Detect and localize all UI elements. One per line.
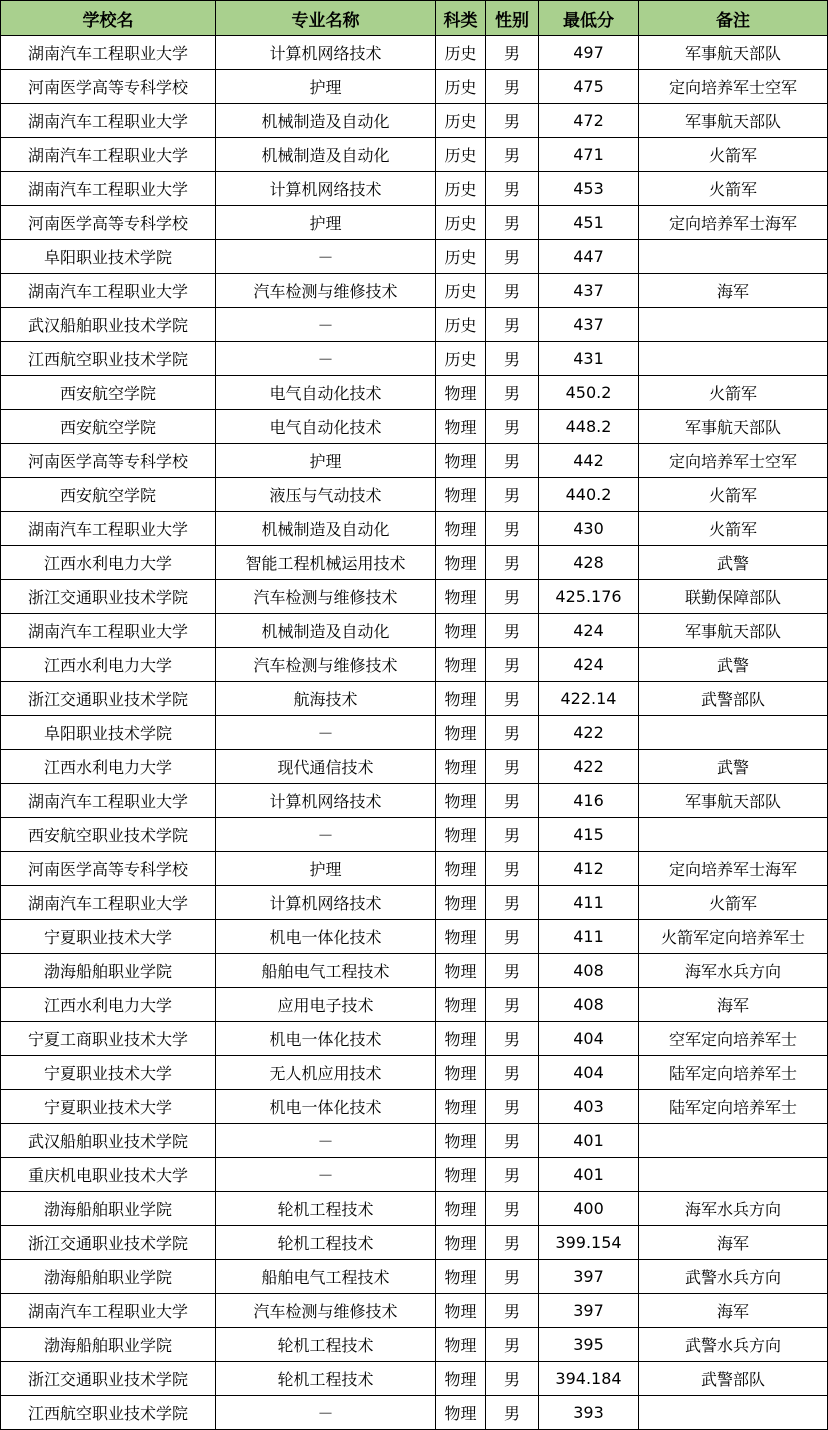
cell-remarks: 火箭军 [639,886,828,920]
cell-subject: 历史 [436,172,486,206]
cell-min-score: 422 [539,750,639,784]
table-row [1,886,828,920]
cell-school: 湖南汽车工程职业大学 [1,172,216,206]
table-row [1,750,828,784]
table-row [1,1362,828,1396]
cell-min-score: 401 [539,1158,639,1192]
table-row [1,614,828,648]
cell-major: 机械制造及自动化 [216,614,436,648]
cell-subject: 物理 [436,1226,486,1260]
table-row [1,1124,828,1158]
cell-remarks [639,1158,828,1192]
cell-min-score: 422.14 [539,682,639,716]
cell-major: 电气自动化技术 [216,376,436,410]
cell-subject: 历史 [436,240,486,274]
cell-gender: 男 [486,920,539,954]
cell-subject: 物理 [436,546,486,580]
cell-major: 航海技术 [216,682,436,716]
cell-subject: 物理 [436,444,486,478]
cell-gender: 男 [486,682,539,716]
cell-min-score: 422 [539,716,639,750]
cell-min-score: 424 [539,614,639,648]
cell-subject: 物理 [436,954,486,988]
cell-min-score: 397 [539,1260,639,1294]
cell-min-score: 408 [539,988,639,1022]
table-body [1,36,828,1430]
cell-min-score: 395 [539,1328,639,1362]
cell-school: 江西水利电力大学 [1,988,216,1022]
cell-min-score: 431 [539,342,639,376]
cell-min-score: 399.154 [539,1226,639,1260]
cell-gender: 男 [486,818,539,852]
header-row [1,1,828,36]
cell-school: 河南医学高等专科学校 [1,444,216,478]
cell-gender: 男 [486,1090,539,1124]
cell-school: 浙江交通职业技术学院 [1,682,216,716]
cell-remarks: 军事航天部队 [639,104,828,138]
table-row [1,1090,828,1124]
cell-remarks [639,240,828,274]
cell-remarks: 联勤保障部队 [639,580,828,614]
cell-remarks: 陆军定向培养军士 [639,1090,828,1124]
cell-school: 湖南汽车工程职业大学 [1,784,216,818]
cell-gender: 男 [486,36,539,70]
cell-remarks: 定向培养军士海军 [639,206,828,240]
cell-major: 汽车检测与维修技术 [216,1294,436,1328]
cell-remarks: 定向培养军士空军 [639,444,828,478]
table-row [1,478,828,512]
table-row [1,240,828,274]
cell-min-score: 430 [539,512,639,546]
column-header-school: 学校名 [1,1,216,36]
cell-school: 阜阳职业技术学院 [1,240,216,274]
cell-subject: 历史 [436,104,486,138]
cell-major: － [216,1124,436,1158]
cell-remarks: 海军水兵方向 [639,1192,828,1226]
table-row [1,308,828,342]
cell-school: 武汉船舶职业技术学院 [1,1124,216,1158]
cell-major: － [216,716,436,750]
cell-major: 液压与气动技术 [216,478,436,512]
cell-gender: 男 [486,1124,539,1158]
table-row [1,1192,828,1226]
cell-major: － [216,1396,436,1430]
cell-gender: 男 [486,886,539,920]
cell-subject: 物理 [436,580,486,614]
cell-remarks [639,308,828,342]
cell-major: 轮机工程技术 [216,1328,436,1362]
cell-subject: 物理 [436,1022,486,1056]
cell-gender: 男 [486,580,539,614]
cell-remarks: 海军 [639,1294,828,1328]
cell-gender: 男 [486,784,539,818]
table-row [1,988,828,1022]
cell-school: 河南医学高等专科学校 [1,206,216,240]
cell-school: 渤海船舶职业学院 [1,954,216,988]
cell-school: 江西航空职业技术学院 [1,1396,216,1430]
cell-school: 重庆机电职业技术大学 [1,1158,216,1192]
cell-school: 江西航空职业技术学院 [1,342,216,376]
cell-gender: 男 [486,988,539,1022]
cell-school: 浙江交通职业技术学院 [1,1226,216,1260]
cell-min-score: 401 [539,1124,639,1158]
cell-subject: 物理 [436,988,486,1022]
cell-subject: 物理 [436,716,486,750]
table-row [1,70,828,104]
cell-school: 湖南汽车工程职业大学 [1,614,216,648]
cell-major: 机电一体化技术 [216,1022,436,1056]
table-row [1,1294,828,1328]
table-row [1,1260,828,1294]
cell-gender: 男 [486,444,539,478]
cell-major: 现代通信技术 [216,750,436,784]
cell-school: 江西水利电力大学 [1,750,216,784]
cell-min-score: 403 [539,1090,639,1124]
cell-gender: 男 [486,1158,539,1192]
cell-gender: 男 [486,1260,539,1294]
cell-min-score: 451 [539,206,639,240]
table-row [1,1158,828,1192]
cell-remarks: 火箭军 [639,376,828,410]
cell-major: 汽车检测与维修技术 [216,648,436,682]
cell-gender: 男 [486,1192,539,1226]
cell-remarks: 空军定向培养军士 [639,1022,828,1056]
cell-min-score: 450.2 [539,376,639,410]
cell-subject: 物理 [436,1294,486,1328]
cell-subject: 物理 [436,1328,486,1362]
cell-school: 宁夏职业技术大学 [1,1090,216,1124]
cell-remarks: 海军 [639,988,828,1022]
cell-gender: 男 [486,376,539,410]
cell-remarks: 火箭军定向培养军士 [639,920,828,954]
cell-subject: 物理 [436,512,486,546]
table-row [1,138,828,172]
cell-major: 计算机网络技术 [216,886,436,920]
cell-gender: 男 [486,70,539,104]
cell-gender: 男 [486,648,539,682]
cell-major: 护理 [216,852,436,886]
cell-gender: 男 [486,478,539,512]
cell-gender: 男 [486,172,539,206]
cell-gender: 男 [486,1022,539,1056]
column-header-subject: 科类 [436,1,486,36]
cell-major: － [216,308,436,342]
table-row [1,512,828,546]
cell-school: 浙江交通职业技术学院 [1,580,216,614]
cell-major: 电气自动化技术 [216,410,436,444]
cell-min-score: 448.2 [539,410,639,444]
cell-school: 江西水利电力大学 [1,546,216,580]
cell-subject: 历史 [436,70,486,104]
table-row [1,1328,828,1362]
cell-subject: 历史 [436,308,486,342]
cell-gender: 男 [486,274,539,308]
cell-subject: 物理 [436,886,486,920]
cell-subject: 物理 [436,648,486,682]
cell-gender: 男 [486,1226,539,1260]
cell-min-score: 415 [539,818,639,852]
table-row [1,36,828,70]
cell-school: 湖南汽车工程职业大学 [1,1294,216,1328]
table-row [1,682,828,716]
cell-school: 湖南汽车工程职业大学 [1,36,216,70]
cell-school: 渤海船舶职业学院 [1,1328,216,1362]
cell-remarks: 武警部队 [639,682,828,716]
cell-subject: 物理 [436,1396,486,1430]
cell-subject: 物理 [436,784,486,818]
cell-remarks: 定向培养军士空军 [639,70,828,104]
cell-remarks: 火箭军 [639,512,828,546]
table-row [1,410,828,444]
cell-subject: 历史 [436,36,486,70]
cell-min-score: 442 [539,444,639,478]
cell-major: 计算机网络技术 [216,36,436,70]
cell-school: 湖南汽车工程职业大学 [1,138,216,172]
cell-subject: 历史 [436,274,486,308]
cell-remarks: 武警水兵方向 [639,1260,828,1294]
table-row [1,784,828,818]
cell-school: 西安航空学院 [1,376,216,410]
cell-major: － [216,240,436,274]
cell-subject: 物理 [436,478,486,512]
cell-remarks [639,1124,828,1158]
cell-min-score: 475 [539,70,639,104]
cell-school: 湖南汽车工程职业大学 [1,886,216,920]
cell-major: 机电一体化技术 [216,1090,436,1124]
cell-remarks [639,818,828,852]
cell-subject: 物理 [436,1260,486,1294]
cell-subject: 物理 [436,410,486,444]
cell-school: 江西水利电力大学 [1,648,216,682]
column-header-major: 专业名称 [216,1,436,36]
cell-min-score: 447 [539,240,639,274]
cell-gender: 男 [486,546,539,580]
cell-school: 渤海船舶职业学院 [1,1192,216,1226]
column-header-remarks: 备注 [639,1,828,36]
cell-subject: 物理 [436,1192,486,1226]
cell-school: 宁夏职业技术大学 [1,1056,216,1090]
cell-gender: 男 [486,852,539,886]
cell-min-score: 425.176 [539,580,639,614]
cell-school: 河南医学高等专科学校 [1,852,216,886]
cell-school: 河南医学高等专科学校 [1,70,216,104]
cell-major: 汽车检测与维修技术 [216,274,436,308]
cell-gender: 男 [486,1396,539,1430]
cell-min-score: 437 [539,308,639,342]
cell-min-score: 497 [539,36,639,70]
cell-subject: 物理 [436,750,486,784]
cell-major: － [216,342,436,376]
cell-gender: 男 [486,308,539,342]
cell-major: 护理 [216,70,436,104]
cell-gender: 男 [486,240,539,274]
cell-remarks: 海军水兵方向 [639,954,828,988]
cell-school: 湖南汽车工程职业大学 [1,104,216,138]
cell-min-score: 404 [539,1022,639,1056]
cell-remarks: 军事航天部队 [639,784,828,818]
cell-major: － [216,818,436,852]
table-row [1,444,828,478]
cell-remarks: 陆军定向培养军士 [639,1056,828,1090]
cell-subject: 物理 [436,682,486,716]
table-row [1,852,828,886]
cell-remarks: 军事航天部队 [639,410,828,444]
cell-subject: 物理 [436,818,486,852]
table-row [1,920,828,954]
table-row [1,546,828,580]
cell-major: 轮机工程技术 [216,1362,436,1396]
cell-gender: 男 [486,1294,539,1328]
cell-major: 护理 [216,206,436,240]
cell-remarks: 武警部队 [639,1362,828,1396]
cell-gender: 男 [486,138,539,172]
cell-gender: 男 [486,716,539,750]
cell-school: 浙江交通职业技术学院 [1,1362,216,1396]
cell-min-score: 453 [539,172,639,206]
cell-gender: 男 [486,1328,539,1362]
cell-remarks: 定向培养军士海军 [639,852,828,886]
cell-gender: 男 [486,104,539,138]
cell-major: 船舶电气工程技术 [216,1260,436,1294]
cell-major: 船舶电气工程技术 [216,954,436,988]
cell-min-score: 412 [539,852,639,886]
cell-subject: 历史 [436,206,486,240]
cell-remarks: 火箭军 [639,478,828,512]
cell-gender: 男 [486,512,539,546]
cell-school: 西安航空学院 [1,410,216,444]
table-row [1,954,828,988]
cell-min-score: 437 [539,274,639,308]
cell-subject: 物理 [436,1090,486,1124]
cell-gender: 男 [486,342,539,376]
cell-subject: 物理 [436,852,486,886]
cell-major: 应用电子技术 [216,988,436,1022]
cell-remarks: 火箭军 [639,138,828,172]
cell-gender: 男 [486,410,539,444]
table-row [1,342,828,376]
cell-school: 武汉船舶职业技术学院 [1,308,216,342]
table-row [1,580,828,614]
table-row [1,104,828,138]
cell-remarks [639,716,828,750]
cell-subject: 物理 [436,920,486,954]
cell-subject: 历史 [436,138,486,172]
cell-remarks: 武警水兵方向 [639,1328,828,1362]
cell-school: 湖南汽车工程职业大学 [1,274,216,308]
cell-gender: 男 [486,1362,539,1396]
cell-remarks: 武警 [639,648,828,682]
cell-gender: 男 [486,614,539,648]
column-header-gender: 性别 [486,1,539,36]
table-row [1,716,828,750]
cell-min-score: 411 [539,920,639,954]
cell-remarks: 军事航天部队 [639,614,828,648]
table-row [1,274,828,308]
column-header-min-score: 最低分 [539,1,639,36]
cell-remarks [639,342,828,376]
table-row [1,648,828,682]
cell-subject: 物理 [436,614,486,648]
cell-min-score: 428 [539,546,639,580]
cell-subject: 物理 [436,1056,486,1090]
cell-school: 宁夏工商职业技术大学 [1,1022,216,1056]
cell-gender: 男 [486,1056,539,1090]
table-row [1,1226,828,1260]
table-row [1,376,828,410]
cell-major: 计算机网络技术 [216,784,436,818]
cell-remarks: 武警 [639,750,828,784]
cell-major: 机械制造及自动化 [216,138,436,172]
cell-subject: 物理 [436,376,486,410]
cell-major: 计算机网络技术 [216,172,436,206]
cell-school: 宁夏职业技术大学 [1,920,216,954]
cell-major: 机电一体化技术 [216,920,436,954]
table-row [1,206,828,240]
cell-school: 阜阳职业技术学院 [1,716,216,750]
cell-remarks: 军事航天部队 [639,36,828,70]
cell-school: 湖南汽车工程职业大学 [1,512,216,546]
cell-school: 渤海船舶职业学院 [1,1260,216,1294]
cell-major: 护理 [216,444,436,478]
cell-min-score: 408 [539,954,639,988]
cell-subject: 物理 [436,1362,486,1396]
cell-major: 轮机工程技术 [216,1226,436,1260]
cell-major: 智能工程机械运用技术 [216,546,436,580]
cell-remarks: 火箭军 [639,172,828,206]
cell-min-score: 400 [539,1192,639,1226]
cell-major: 汽车检测与维修技术 [216,580,436,614]
table-row [1,172,828,206]
cell-min-score: 397 [539,1294,639,1328]
table-row [1,1056,828,1090]
cell-min-score: 416 [539,784,639,818]
cell-remarks [639,1396,828,1430]
cell-min-score: 394.184 [539,1362,639,1396]
table-header [1,1,828,36]
cell-gender: 男 [486,750,539,784]
cell-min-score: 393 [539,1396,639,1430]
cell-min-score: 472 [539,104,639,138]
table-row [1,1022,828,1056]
cell-min-score: 471 [539,138,639,172]
cell-remarks: 海军 [639,1226,828,1260]
cell-remarks: 海军 [639,274,828,308]
cell-min-score: 440.2 [539,478,639,512]
cell-min-score: 424 [539,648,639,682]
cell-major: － [216,1158,436,1192]
table-row [1,818,828,852]
cell-subject: 历史 [436,342,486,376]
cell-subject: 物理 [436,1124,486,1158]
cell-min-score: 404 [539,1056,639,1090]
table-row [1,1396,828,1430]
cell-gender: 男 [486,954,539,988]
cell-major: 机械制造及自动化 [216,104,436,138]
cell-min-score: 411 [539,886,639,920]
cell-major: 轮机工程技术 [216,1192,436,1226]
cell-remarks: 武警 [639,546,828,580]
cell-gender: 男 [486,206,539,240]
cell-subject: 物理 [436,1158,486,1192]
cell-major: 无人机应用技术 [216,1056,436,1090]
cell-major: 机械制造及自动化 [216,512,436,546]
cell-school: 西安航空职业技术学院 [1,818,216,852]
cell-school: 西安航空学院 [1,478,216,512]
